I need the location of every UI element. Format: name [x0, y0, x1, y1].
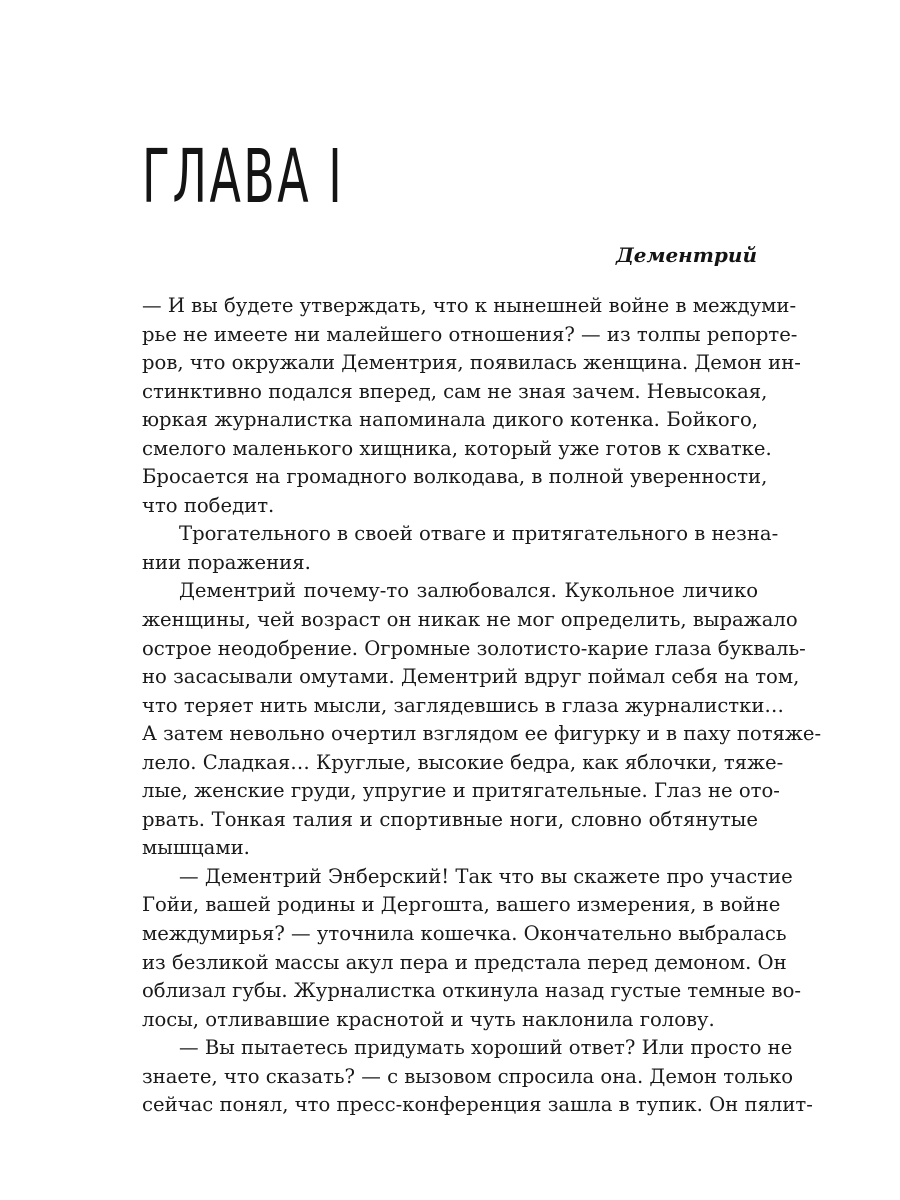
text-line: стинктивно подался вперед, сам не зная зачем. Невысокая,	[142, 379, 768, 403]
text-line: — Вы пытаетесь придумать хороший ответ? Или просто не	[179, 1036, 793, 1060]
text-line: сейчас понял, что пресс-конференция зашла в тупик. Он пялит-	[142, 1093, 813, 1117]
text-line: облизал губы. Журналистка откинула назад густые темные во-	[142, 979, 802, 1003]
text-line: Дементрий почему-то залюбовался. Кукольное личико	[179, 579, 758, 603]
text-line: но засасывали омутами. Дементрий вдруг поймал себя на том,	[142, 665, 800, 689]
text-line: юркая журналистка напоминала дикого котенка. Бойкого,	[142, 408, 758, 432]
chapter-title: ГЛАВА I	[142, 134, 345, 220]
text-line: Трогательного в своей отваге и притягательного в незна-	[179, 522, 779, 546]
text-line: знаете, что сказать? — с вызовом спросила она. Демон только	[142, 1064, 794, 1088]
text-line: — Дементрий Энберский! Так что вы скажете про участие	[179, 864, 793, 888]
text-line: рвать. Тонкая талия и спортивные ноги, словно обтянутые	[142, 807, 758, 831]
text-line: — И вы будете утверждать, что к нынешней войне в междуми-	[142, 294, 797, 317]
text-line: острое неодобрение. Огромные золотисто-карие глаза букваль-	[142, 636, 806, 660]
text-line: из безликой массы акул пера и предстала перед демоном. Он	[142, 950, 787, 974]
text-line: смелого маленького хищника, который уже готов к схватке.	[142, 436, 772, 460]
text-line: Бросается на громадного волкодава, в полной уверенности,	[142, 465, 768, 489]
text-line: нии поражения.	[142, 550, 311, 574]
text-line: рье не имеете ни малейшего отношения? — из толпы репорте-	[142, 322, 798, 346]
text-line: лело. Сладкая… Круглые, высокие бедра, как яблочки, тяже-	[142, 750, 784, 774]
chapter-pov-character: Дементрий	[615, 243, 757, 267]
text-line: ров, что окружали Дементрия, появилась женщина. Демон ин-	[142, 351, 801, 375]
body-text	[142, 292, 822, 1120]
text-line: женщины, чей возраст он никак не мог определить, выражало	[142, 608, 798, 632]
text-line: мышцами.	[142, 836, 250, 860]
text-line: А затем невольно очертил взглядом ее фигурку и в паху потяже-	[142, 722, 822, 746]
text-line: лые, женские груди, упругие и притягательные. Глаз не ото-	[142, 779, 780, 803]
text-line: что теряет нить мысли, заглядевшись в глаза журналистки…	[142, 693, 785, 717]
text-line: что победит.	[142, 493, 275, 517]
text-line: междумирья? — уточнила кошечка. Окончательно выбралась	[142, 922, 787, 946]
text-line: Гойи, вашей родины и Дергошта, вашего измерения, в войне	[142, 893, 781, 917]
text-line: лосы, отливавшие краснотой и чуть наклонила голову.	[142, 1007, 715, 1031]
